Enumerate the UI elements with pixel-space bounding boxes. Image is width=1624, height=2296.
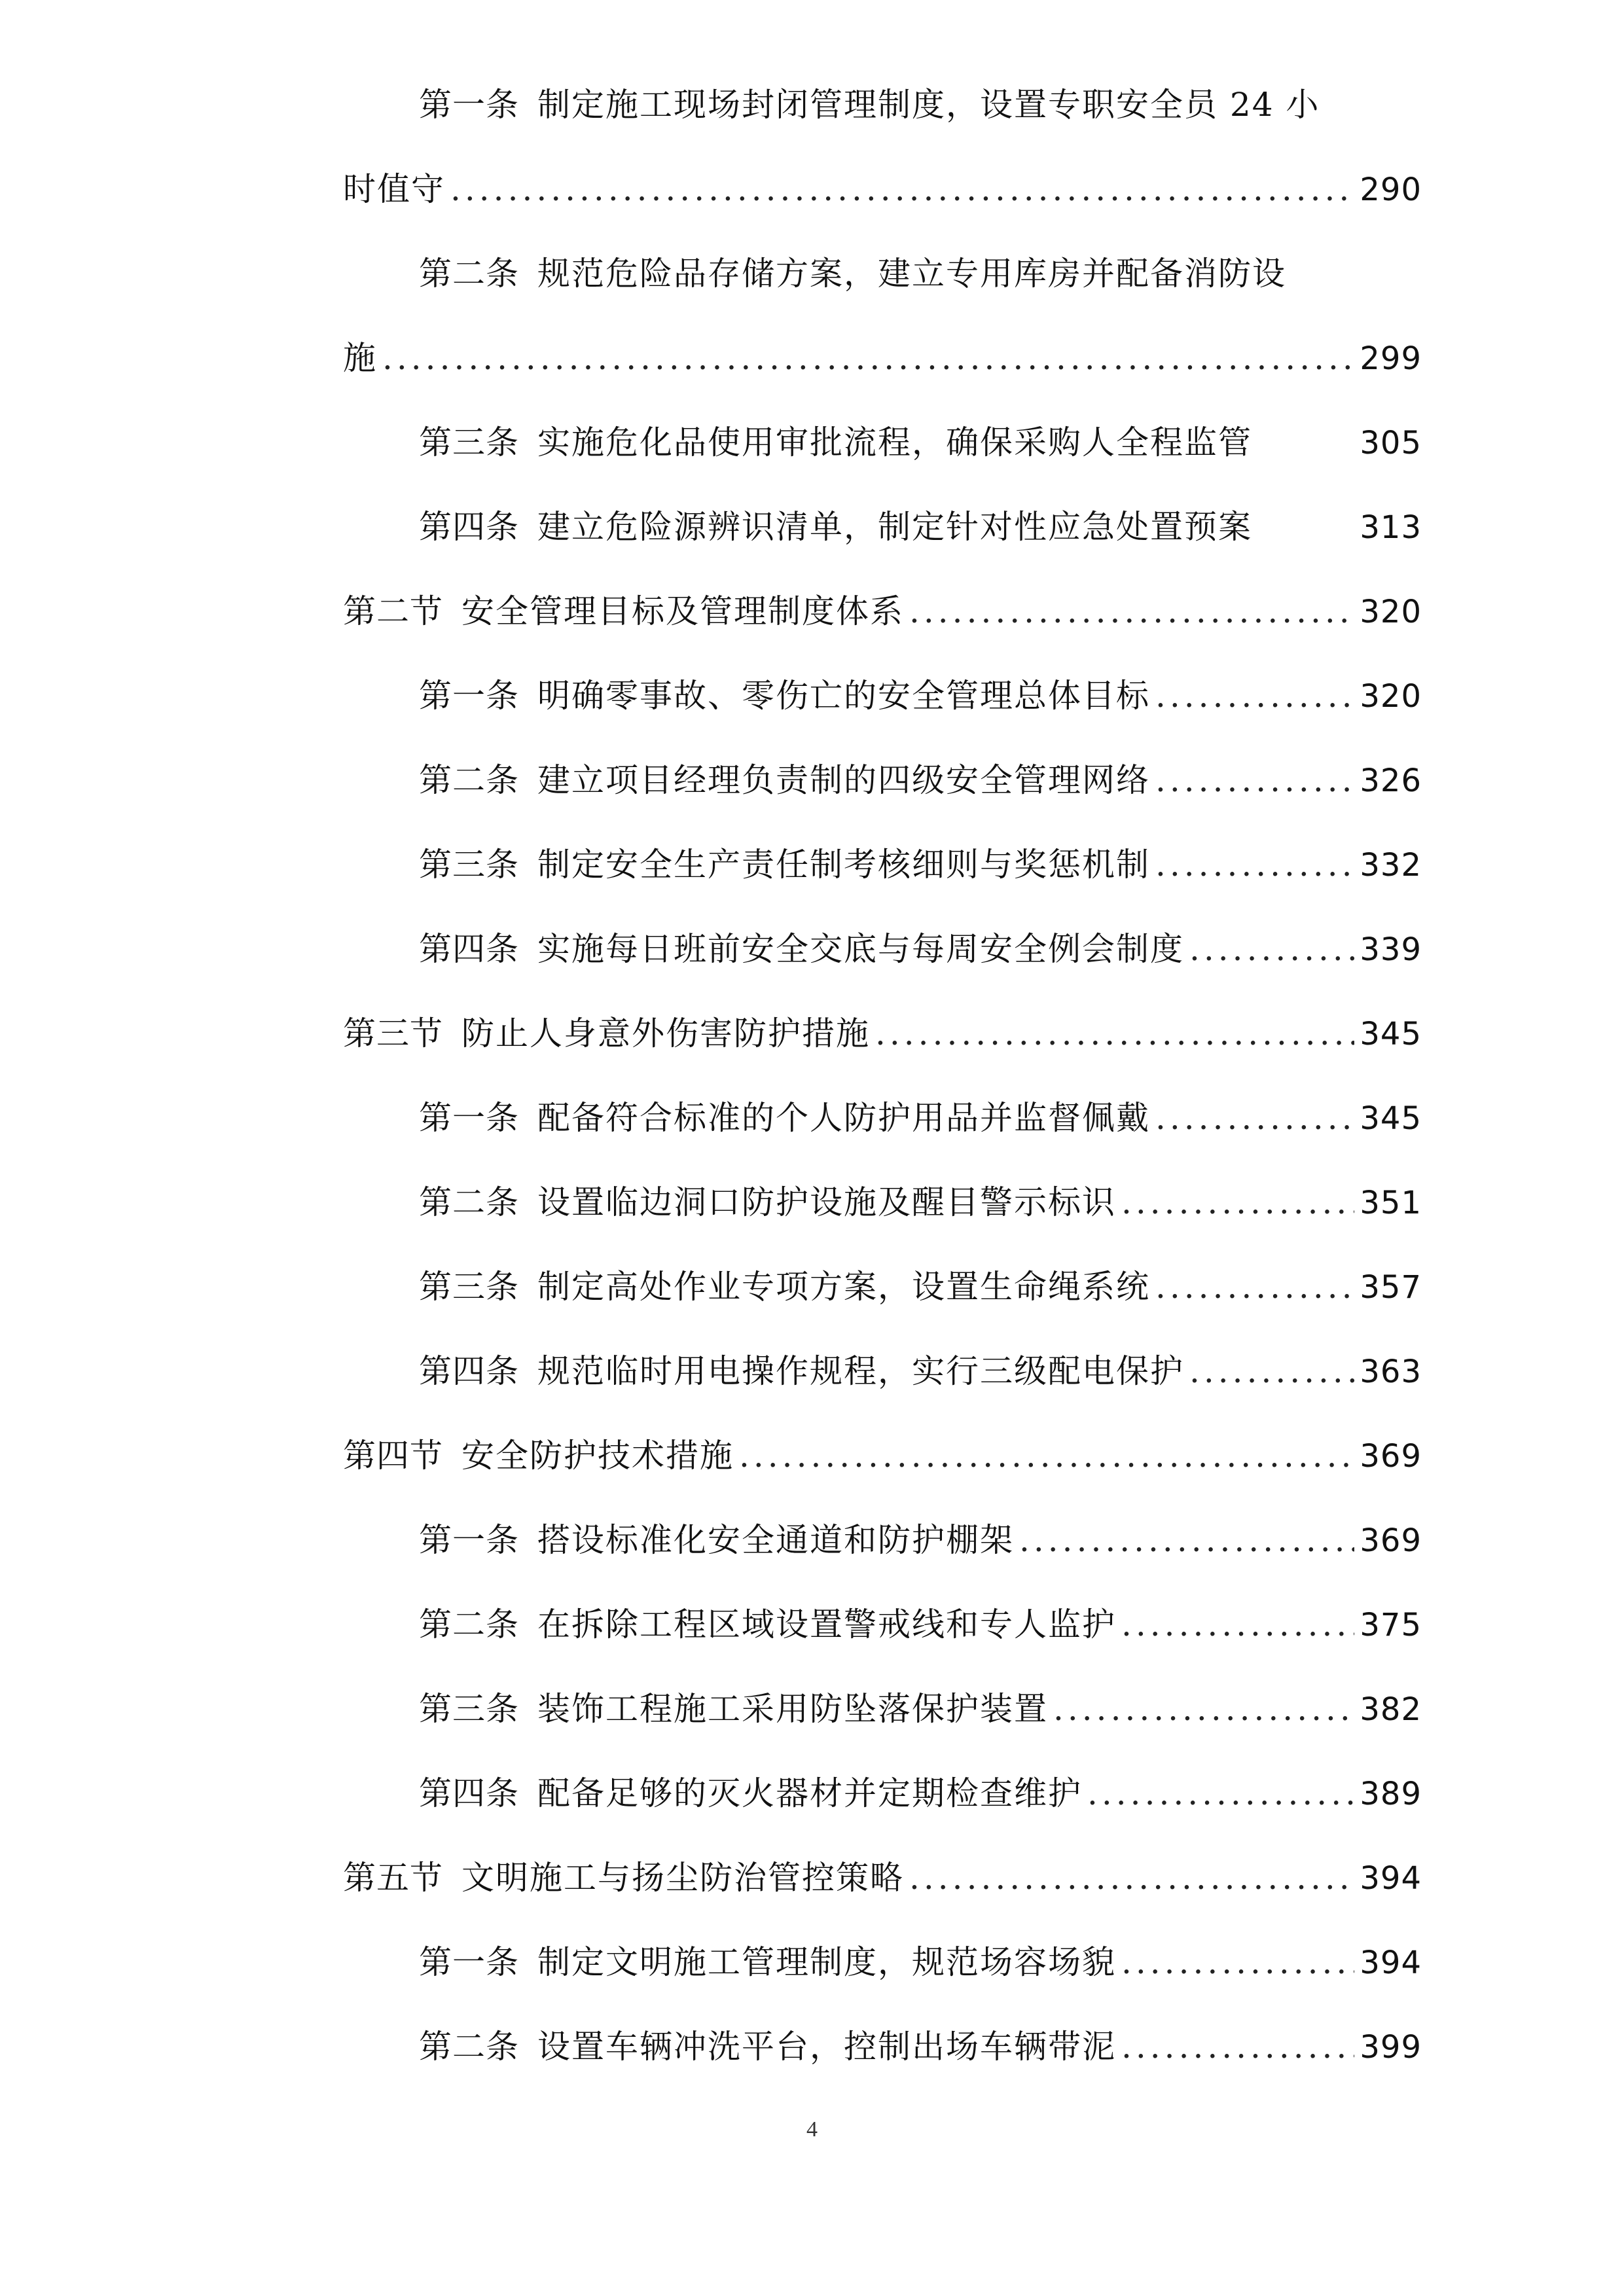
toc-page-number: 320 bbox=[1360, 678, 1422, 715]
toc-page-number: 320 bbox=[1360, 594, 1422, 630]
toc-dot-leader bbox=[382, 316, 1354, 401]
toc-dot-leader bbox=[1053, 1667, 1354, 1751]
toc-dot-leader bbox=[1121, 2005, 1354, 2089]
toc-dot-leader bbox=[1155, 1245, 1354, 1329]
toc-article-entry[interactable] bbox=[343, 907, 1422, 992]
toc-entry-label bbox=[419, 654, 1150, 738]
toc-entry-title: 安全防护技术措施 bbox=[461, 1437, 734, 1475]
toc-page-number: 299 bbox=[1360, 340, 1422, 377]
toc-entry-label bbox=[419, 2005, 1116, 2089]
toc-entry-number: 第二节 bbox=[343, 592, 443, 630]
toc-dot-leader bbox=[1189, 1329, 1354, 1414]
toc-article-entry[interactable] bbox=[343, 1076, 1422, 1160]
toc-page-number: 351 bbox=[1360, 1185, 1422, 1221]
toc-entry-title: 防止人身意外伤害防护措施 bbox=[461, 1014, 870, 1052]
toc-entry-number: 第三条 bbox=[419, 1268, 519, 1306]
toc-entry-number: 第一条 bbox=[419, 86, 519, 124]
toc-entry-title: 规范临时用电操作规程，实行三级配电保护 bbox=[537, 1352, 1184, 1390]
toc-section-entry[interactable] bbox=[343, 569, 1422, 654]
toc-entry-title: 配备符合标准的个人防护用品并监督佩戴 bbox=[537, 1099, 1150, 1137]
toc-entry-number: 第四条 bbox=[419, 930, 519, 968]
toc-entry-label bbox=[343, 1414, 734, 1498]
toc-dot-leader bbox=[1155, 738, 1354, 823]
toc-page-number: 369 bbox=[1360, 1522, 1422, 1559]
toc-page-number: 339 bbox=[1360, 931, 1422, 968]
toc-entry-number: 第二条 bbox=[419, 1605, 519, 1643]
toc-dot-leader bbox=[1121, 1583, 1354, 1667]
toc-entry-title: 实施每日班前安全交底与每周安全例会制度 bbox=[537, 930, 1184, 968]
toc-entry-label bbox=[419, 1583, 1116, 1667]
toc-entry-title: 装饰工程施工采用防坠落保护装置 bbox=[537, 1690, 1048, 1728]
toc-page-number: 389 bbox=[1360, 1776, 1422, 1812]
toc-entry-number: 第三节 bbox=[343, 1014, 443, 1052]
toc-page-number: 394 bbox=[1360, 1945, 1422, 1981]
toc-entry-label bbox=[343, 1836, 904, 1920]
toc-article-entry[interactable] bbox=[343, 1751, 1422, 1836]
toc-entry-title: 制定高处作业专项方案，设置生命绳系统 bbox=[537, 1268, 1150, 1306]
toc-page-number: 399 bbox=[1360, 2029, 1422, 2066]
toc-page-number: 363 bbox=[1360, 1354, 1422, 1390]
toc-page-number: 290 bbox=[1360, 171, 1422, 208]
toc-page-number: 369 bbox=[1360, 1438, 1422, 1475]
toc-entry-number: 第二条 bbox=[419, 2028, 519, 2066]
toc-entry-label bbox=[419, 63, 1422, 147]
toc-dot-leader bbox=[1121, 1920, 1354, 2005]
toc-article-entry[interactable] bbox=[343, 485, 1422, 569]
toc-entry-label bbox=[419, 1160, 1116, 1245]
toc-dot-leader bbox=[739, 1414, 1354, 1498]
toc-entry-number: 第二条 bbox=[419, 255, 519, 293]
toc-page-number: 345 bbox=[1360, 1100, 1422, 1137]
toc-entry-title: 时值守 bbox=[343, 170, 445, 208]
toc-entry-title: 制定文明施工管理制度，规范场容场貌 bbox=[537, 1943, 1116, 1981]
toc-entry-label bbox=[343, 569, 904, 654]
toc-article-entry[interactable] bbox=[343, 654, 1422, 738]
toc-entry-label bbox=[419, 485, 1360, 569]
toc-entry-title: 施 bbox=[343, 339, 377, 377]
toc-article-entry[interactable] bbox=[343, 232, 1422, 316]
toc-article-entry[interactable] bbox=[343, 738, 1422, 823]
toc-page-number: 305 bbox=[1360, 425, 1422, 461]
toc-entry-number: 第一条 bbox=[419, 677, 519, 715]
toc-entry-label bbox=[419, 232, 1422, 316]
toc-entry-number: 第一条 bbox=[419, 1943, 519, 1981]
toc-entry-title: 建立项目经理负责制的四级安全管理网络 bbox=[537, 761, 1150, 799]
toc-dot-leader bbox=[1155, 654, 1354, 738]
toc-entry-number: 第五节 bbox=[343, 1859, 443, 1897]
toc-entry-title: 制定安全生产责任制考核细则与奖惩机制 bbox=[537, 846, 1150, 884]
toc-entry-label bbox=[419, 823, 1150, 907]
toc-entry-number: 第三条 bbox=[419, 1690, 519, 1728]
toc-entry-number: 第四条 bbox=[419, 1352, 519, 1390]
toc-section-entry[interactable] bbox=[343, 992, 1422, 1076]
toc-page-number: 332 bbox=[1360, 847, 1422, 884]
toc-entry-title: 搭设标准化安全通道和防护棚架 bbox=[537, 1521, 1014, 1559]
toc-entry-title: 建立危险源辨识清单，制定针对性应急处置预案 bbox=[537, 508, 1252, 546]
toc-article-entry[interactable] bbox=[343, 1667, 1422, 1751]
toc-entry-title: 实施危化品使用审批流程，确保采购人全程监管 bbox=[537, 423, 1252, 461]
toc-dot-leader bbox=[1019, 1498, 1354, 1583]
toc-dot-leader bbox=[1121, 1160, 1354, 1245]
toc-dot-leader bbox=[1189, 907, 1354, 992]
toc-entry-label bbox=[419, 1667, 1048, 1751]
toc-entry-number: 第四条 bbox=[419, 1774, 519, 1812]
toc-page-number: 375 bbox=[1360, 1607, 1422, 1643]
toc-entry-label bbox=[419, 1751, 1082, 1836]
toc-continuation-entry[interactable] bbox=[343, 147, 1422, 232]
toc-entry-title: 安全管理目标及管理制度体系 bbox=[461, 592, 904, 630]
toc-entry-label bbox=[419, 1329, 1184, 1414]
toc-article-entry[interactable] bbox=[343, 2005, 1422, 2089]
toc-dot-leader bbox=[909, 1836, 1354, 1920]
toc-article-entry[interactable] bbox=[343, 1329, 1422, 1414]
toc-entry-title: 设置临边洞口防护设施及醒目警示标识 bbox=[537, 1183, 1116, 1221]
toc-entry-label bbox=[419, 738, 1150, 823]
toc-dot-leader bbox=[1155, 823, 1354, 907]
toc-article-entry[interactable] bbox=[343, 401, 1422, 485]
toc-dot-leader bbox=[1087, 1751, 1354, 1836]
toc-dot-leader bbox=[1155, 1076, 1354, 1160]
toc-entry-label bbox=[419, 1245, 1150, 1329]
toc-entry-title: 配备足够的灭火器材并定期检查维护 bbox=[537, 1774, 1082, 1812]
toc-entry-number: 第二条 bbox=[419, 1183, 519, 1221]
toc-entry-label bbox=[343, 147, 445, 232]
toc-article-entry[interactable] bbox=[343, 1583, 1422, 1667]
toc-section-entry[interactable] bbox=[343, 1414, 1422, 1498]
toc-page-number: 357 bbox=[1360, 1269, 1422, 1306]
toc-entry-title: 明确零事故、零伤亡的安全管理总体目标 bbox=[537, 677, 1150, 715]
toc-article-entry[interactable] bbox=[343, 1245, 1422, 1329]
toc-entry-number: 第四条 bbox=[419, 508, 519, 546]
toc-entry-number: 第四节 bbox=[343, 1437, 443, 1475]
toc-entry-label bbox=[419, 1498, 1014, 1583]
toc-entry-label bbox=[419, 1076, 1150, 1160]
toc-page-number: 345 bbox=[1360, 1016, 1422, 1052]
toc-page-number: 326 bbox=[1360, 762, 1422, 799]
toc-entry-label bbox=[343, 316, 377, 401]
toc-page-number: 382 bbox=[1360, 1691, 1422, 1728]
toc-entry-label bbox=[419, 401, 1360, 485]
toc-entry-title: 在拆除工程区域设置警戒线和专人监护 bbox=[537, 1605, 1116, 1643]
toc-entry-number: 第一条 bbox=[419, 1099, 519, 1137]
toc-entry-number: 第一条 bbox=[419, 1521, 519, 1559]
toc-entry-label bbox=[419, 1920, 1116, 2005]
toc-continuation-entry[interactable] bbox=[343, 316, 1422, 401]
page-number: 4 bbox=[806, 2117, 818, 2142]
toc-article-entry[interactable] bbox=[343, 1920, 1422, 2005]
toc-dot-leader bbox=[450, 147, 1354, 232]
toc-entry-label bbox=[419, 907, 1184, 992]
toc-article-entry[interactable] bbox=[343, 1160, 1422, 1245]
toc-page-number: 394 bbox=[1360, 1860, 1422, 1897]
toc-section-entry[interactable] bbox=[343, 1836, 1422, 1920]
table-of-contents bbox=[343, 63, 1422, 2089]
toc-dot-leader bbox=[875, 992, 1354, 1076]
toc-page-number: 313 bbox=[1360, 509, 1422, 546]
toc-entry-title: 设置车辆冲洗平台，控制出场车辆带泥 bbox=[537, 2028, 1116, 2066]
toc-article-entry[interactable] bbox=[343, 1498, 1422, 1583]
toc-article-entry[interactable] bbox=[343, 63, 1422, 147]
toc-entry-title: 规范危险品存储方案，建立专用库房并配备消防设 bbox=[537, 255, 1286, 293]
toc-entry-title: 文明施工与扬尘防治管控策略 bbox=[461, 1859, 904, 1897]
toc-article-entry[interactable] bbox=[343, 823, 1422, 907]
toc-entry-label bbox=[343, 992, 870, 1076]
toc-dot-leader bbox=[909, 569, 1354, 654]
toc-entry-number: 第二条 bbox=[419, 761, 519, 799]
toc-entry-number: 第三条 bbox=[419, 846, 519, 884]
toc-entry-number: 第三条 bbox=[419, 423, 519, 461]
toc-entry-title: 制定施工现场封闭管理制度，设置专职安全员 24 小 bbox=[537, 86, 1320, 124]
